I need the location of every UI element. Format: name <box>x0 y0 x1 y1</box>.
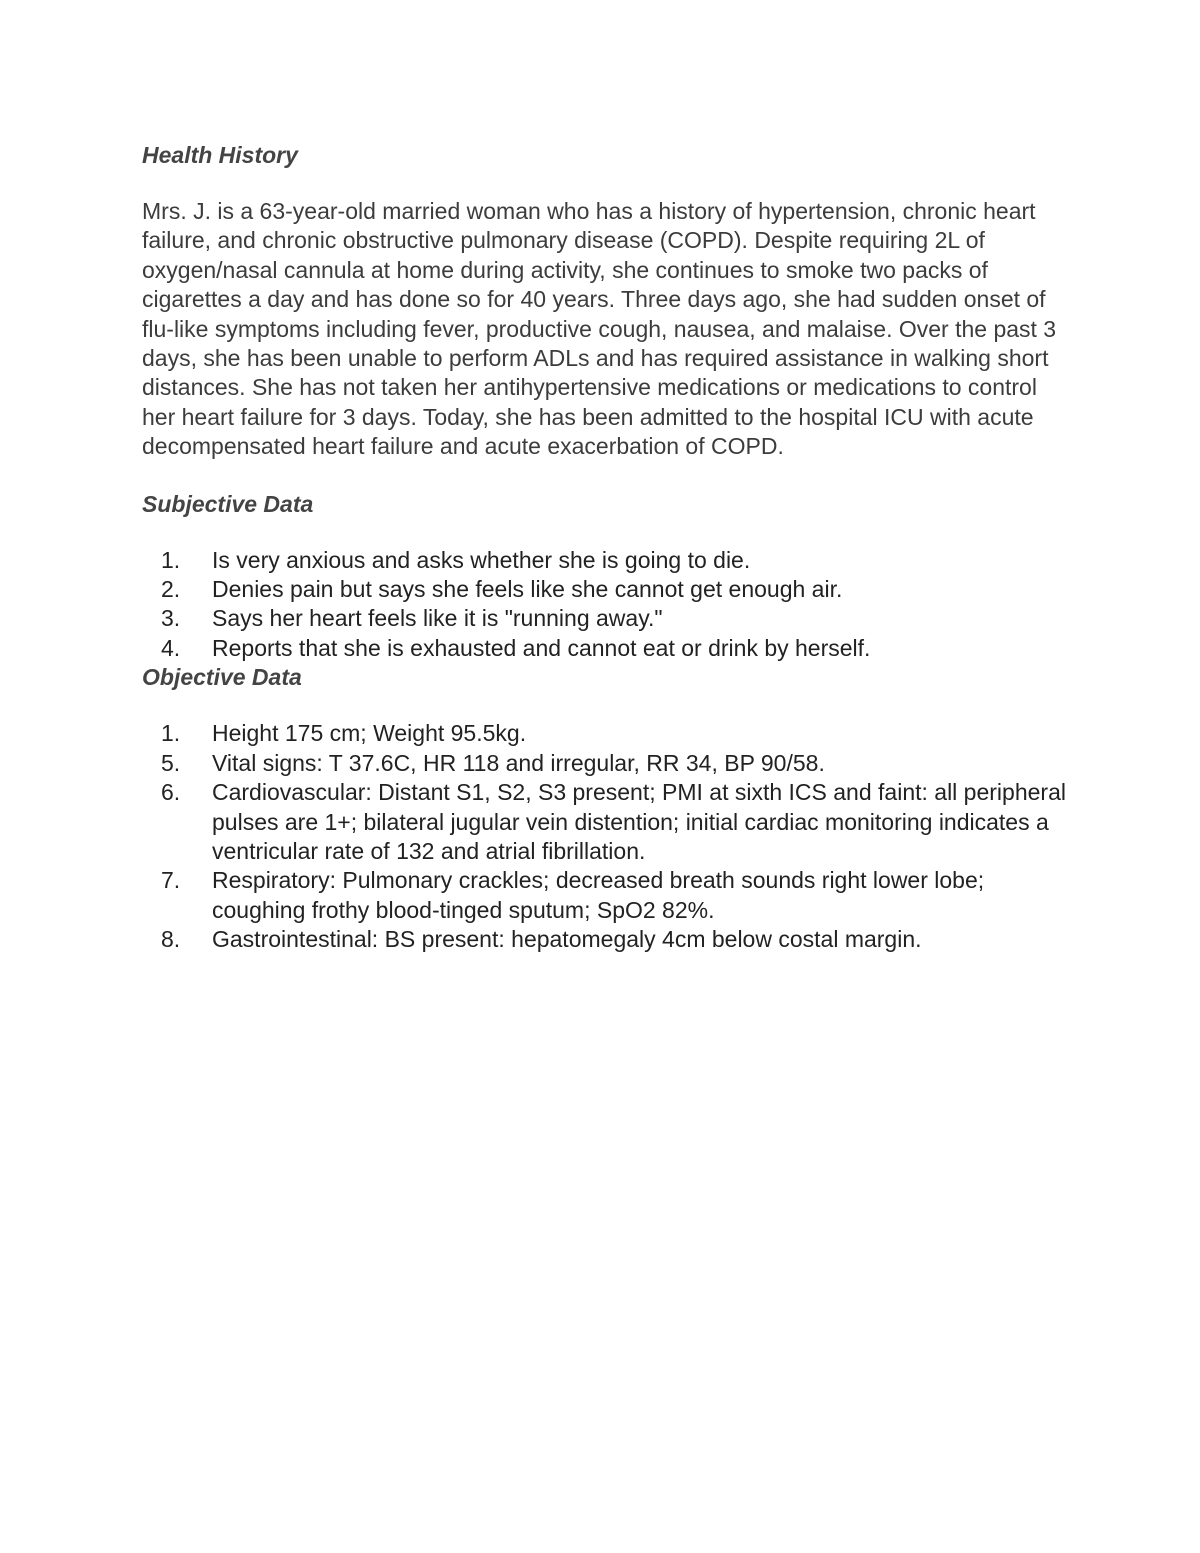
list-item-text: Denies pain but says she feels like she cannot get enough air. <box>212 576 843 603</box>
list-item-number: 1. <box>161 720 181 747</box>
list-item-number: 4. <box>161 634 181 661</box>
list-item <box>142 546 1072 575</box>
list-item-text: Respiratory: Pulmonary crackles; decreased breath sounds right lower lobe; coughing frothy blood-tinged sputum; SpO2 82%. <box>212 867 985 923</box>
list-item-number: 5. <box>161 749 181 776</box>
list-item-text: Gastrointestinal: BS present: hepatomegaly 4cm below costal margin. <box>212 926 922 953</box>
subjective-data-heading: Subjective Data <box>142 490 314 517</box>
list-item <box>142 604 1072 633</box>
list-item <box>142 575 1072 604</box>
list-item-text: Vital signs: T 37.6C, HR 118 and irregular, RR 34, BP 90/58. <box>212 749 825 776</box>
health-history-heading: Health History <box>142 142 298 168</box>
list-item <box>142 719 1072 748</box>
list-item-text: Height 175 cm; Weight 95.5kg. <box>212 720 527 747</box>
list-item <box>142 749 1072 778</box>
list-item-text: Reports that she is exhausted and cannot eat or drink by herself. <box>212 634 871 661</box>
list-item-number: 1. <box>161 546 181 573</box>
list-item <box>142 634 1072 663</box>
list-item-number: 7. <box>161 867 181 894</box>
list-item-number: 2. <box>161 576 181 603</box>
list-item-number: 8. <box>161 926 181 953</box>
list-item <box>142 925 1072 954</box>
subjective-data-list <box>142 546 1072 664</box>
list-item <box>142 866 1072 925</box>
objective-data-list <box>142 719 1072 954</box>
list-item-text: Cardiovascular: Distant S1, S2, S3 present; PMI at sixth ICS and faint: all peripheral pulses are 1+; bilateral jugular vein distention; initial cardiac monitoring indicates a ventricular rate of 132 and atrial fibrillation. <box>212 779 1066 864</box>
list-item-number: 3. <box>161 605 181 632</box>
list-item <box>142 778 1072 866</box>
health-history-paragraph: Mrs. J. is a 63-year-old married woman who has a history of hypertension, chronic heart failure, and chronic obstructive pulmonary disease (COPD). Despite requiring 2L of oxygen/nasal cannula at home during activity, she continues to smoke two packs of cigarettes a day and has done so for 40 years. Three days ago, she had sudden onset of flu-like symptoms including fever, productive cough, nausea, and malaise. Over the past 3 days, she has been unable to perform ADLs and has required assistance in walking short distances. She has not taken her antihypertensive medications or medications to control her heart failure for 3 days. Today, she has been admitted to the hospital ICU with acute decompensated heart failure and acute exacerbation of COPD. <box>142 198 1057 460</box>
list-item-number: 6. <box>161 779 181 806</box>
list-item-text: Says her heart feels like it is "running away." <box>212 605 663 632</box>
document-page <box>142 140 1072 955</box>
list-item-text: Is very anxious and asks whether she is going to die. <box>212 546 751 573</box>
objective-data-heading: Objective Data <box>142 664 302 691</box>
